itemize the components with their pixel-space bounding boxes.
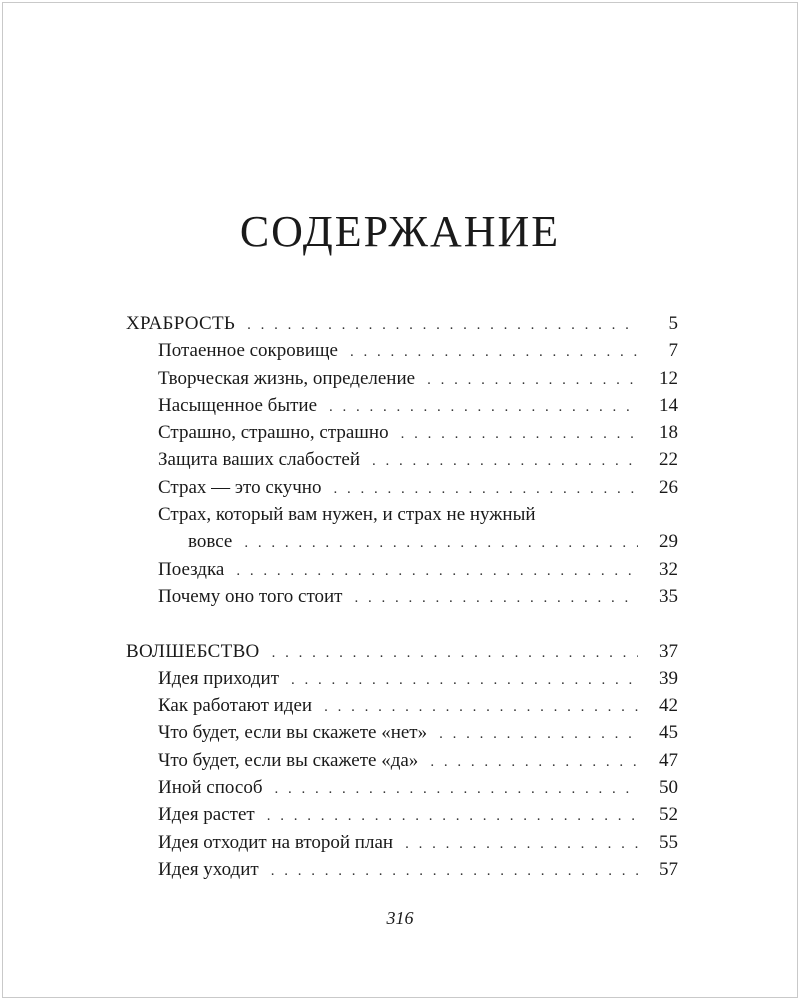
toc-page-number: 12 xyxy=(659,367,678,389)
toc-entry-title: Поездка xyxy=(158,558,225,580)
toc-entry xyxy=(126,446,678,473)
toc-entry xyxy=(126,337,678,364)
toc-entry xyxy=(126,665,678,692)
toc-page-number: 18 xyxy=(659,422,678,444)
dot-leader xyxy=(329,394,638,421)
toc-entry xyxy=(126,392,678,419)
toc-page-number: 55 xyxy=(659,831,678,853)
dot-leader xyxy=(427,367,638,394)
toc-entry xyxy=(126,556,678,583)
toc-page-number: 47 xyxy=(659,749,678,771)
toc-entry-title-line2: вовсе xyxy=(188,531,233,553)
toc-entry-title: Страх — это скучно xyxy=(158,476,322,498)
toc-page-number: 45 xyxy=(659,722,678,744)
toc-page-number: 32 xyxy=(659,558,678,580)
toc-page-number: 57 xyxy=(659,858,678,880)
toc-entry xyxy=(126,419,678,446)
toc-entry xyxy=(126,719,678,746)
dot-leader xyxy=(405,831,638,858)
toc-page-number: 22 xyxy=(659,449,678,471)
dot-leader xyxy=(355,585,639,612)
toc-entry-title: Страшно, страшно, страшно xyxy=(158,422,389,444)
toc-entry xyxy=(126,474,678,501)
toc-page-number: 50 xyxy=(659,777,678,799)
toc-entry xyxy=(126,583,678,610)
toc-page-number: 52 xyxy=(659,804,678,826)
toc-entry-title-line1: Страх, который вам нужен, и страх не нужный xyxy=(158,504,536,526)
toc-entry-title: Защита ваших слабостей xyxy=(158,449,360,471)
dot-leader xyxy=(247,312,638,339)
toc-entry xyxy=(126,829,678,856)
dot-leader xyxy=(401,421,638,448)
dot-leader xyxy=(271,858,638,885)
page-title: СОДЕРЖАНИЕ xyxy=(239,207,561,256)
toc-entry xyxy=(126,801,678,828)
toc-page-number: 26 xyxy=(659,476,678,498)
toc-page-number: 7 xyxy=(668,340,678,362)
toc-entry xyxy=(126,747,678,774)
section-spacer xyxy=(126,610,678,637)
toc-entry-title: Идея приходит xyxy=(158,667,280,689)
dot-leader xyxy=(324,694,638,721)
toc-entry-title: Идея отходит на второй план xyxy=(158,831,394,853)
dot-leader xyxy=(430,749,638,776)
toc-page-number: 14 xyxy=(659,394,678,416)
dot-leader xyxy=(267,803,638,830)
toc-entry-title: Насыщенное бытие xyxy=(158,394,318,416)
dot-leader xyxy=(372,448,638,475)
toc-page-number: 35 xyxy=(659,585,678,607)
dot-leader xyxy=(274,776,638,803)
toc-entry-title: Потаенное сокровище xyxy=(158,340,338,362)
toc-entry-title: Идея уходит xyxy=(158,858,259,880)
table-of-contents xyxy=(126,310,678,883)
toc-page-number: 39 xyxy=(659,667,678,689)
toc-entry xyxy=(126,365,678,392)
toc-entry-title: Иной способ xyxy=(158,777,263,799)
dot-leader xyxy=(439,721,638,748)
toc-entry-title: Идея растет xyxy=(158,804,255,826)
dot-leader xyxy=(333,476,638,503)
dot-leader xyxy=(291,667,638,694)
toc-entry xyxy=(126,774,678,801)
toc-page-number: 29 xyxy=(659,531,678,553)
toc-entry xyxy=(126,856,678,883)
dot-leader xyxy=(350,339,638,366)
toc-section-magic xyxy=(126,638,678,665)
toc-page-number: 37 xyxy=(659,640,678,662)
toc-section-title: ХРАБРОСТЬ xyxy=(126,313,236,334)
toc-section-courage xyxy=(126,310,678,337)
toc-entry-title: Почему оно того стоит xyxy=(158,585,343,607)
toc-section-title: ВОЛШЕБСТВО xyxy=(126,640,260,662)
toc-entry-title: Творческая жизнь, определение xyxy=(158,367,416,389)
page-number: 316 xyxy=(386,908,414,928)
toc-entry-title: Что будет, если вы скажете «да» xyxy=(158,749,419,771)
toc-page-number: 42 xyxy=(659,695,678,717)
toc-entry xyxy=(126,692,678,719)
toc-entry-title: Как работают идеи xyxy=(158,695,313,717)
dot-leader xyxy=(236,558,638,585)
dot-leader xyxy=(272,640,638,667)
dot-leader xyxy=(244,530,638,557)
toc-entry-title: Что будет, если вы скажете «нет» xyxy=(158,722,428,744)
toc-entry xyxy=(126,528,678,555)
toc-page-number: 5 xyxy=(668,313,678,334)
